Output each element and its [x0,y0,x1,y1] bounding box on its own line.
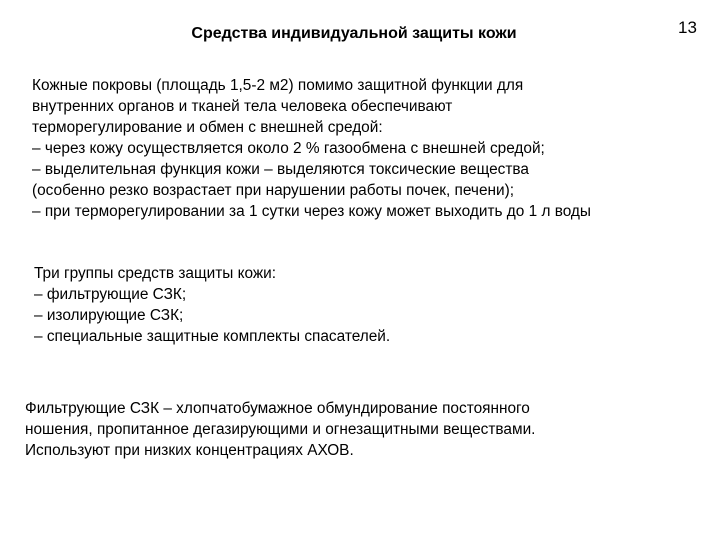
text-line: Три группы средств защиты кожи: [34,265,277,282]
text-line: внутренних органов и тканей тела человека обеспечивают [32,98,453,115]
page-number: 13 [678,18,697,37]
text-line: – специальные защитные комплекты спасателей. [34,328,391,345]
text-line: – при терморегулировании за 1 сутки через кожу может выходить до 1 л воды [32,203,591,220]
text-line: Кожные покровы (площадь 1,5-2 м2) помимо защитной функции для [32,77,524,94]
text-line: Используют при низких концентрациях АХОВ. [25,442,354,459]
text-line: Фильтрующие СЗК – хлопчатобумажное обмундирование постоянного [25,400,530,417]
protection-groups-text [34,263,390,347]
text-line: – фильтрующие СЗК; [34,286,187,303]
filtering-szk-text [25,398,535,461]
text-line: – изолирующие СЗК; [34,307,184,324]
slide-title: Средства индивидуальной защиты кожи [191,25,517,42]
text-line: ношения, пропитанное дегазирующими и огнезащитными веществами. [25,421,536,438]
text-line: терморегулирование и обмен с внешней средой: [32,119,383,136]
text-line: – через кожу осуществляется около 2 % газообмена с внешней средой; [32,140,545,157]
text-line: – выделительная функция кожи – выделяются токсические вещества [32,161,529,178]
skin-functions-text [32,75,591,222]
text-line: (особенно резко возрастает при нарушении работы почек, печени); [32,182,515,199]
